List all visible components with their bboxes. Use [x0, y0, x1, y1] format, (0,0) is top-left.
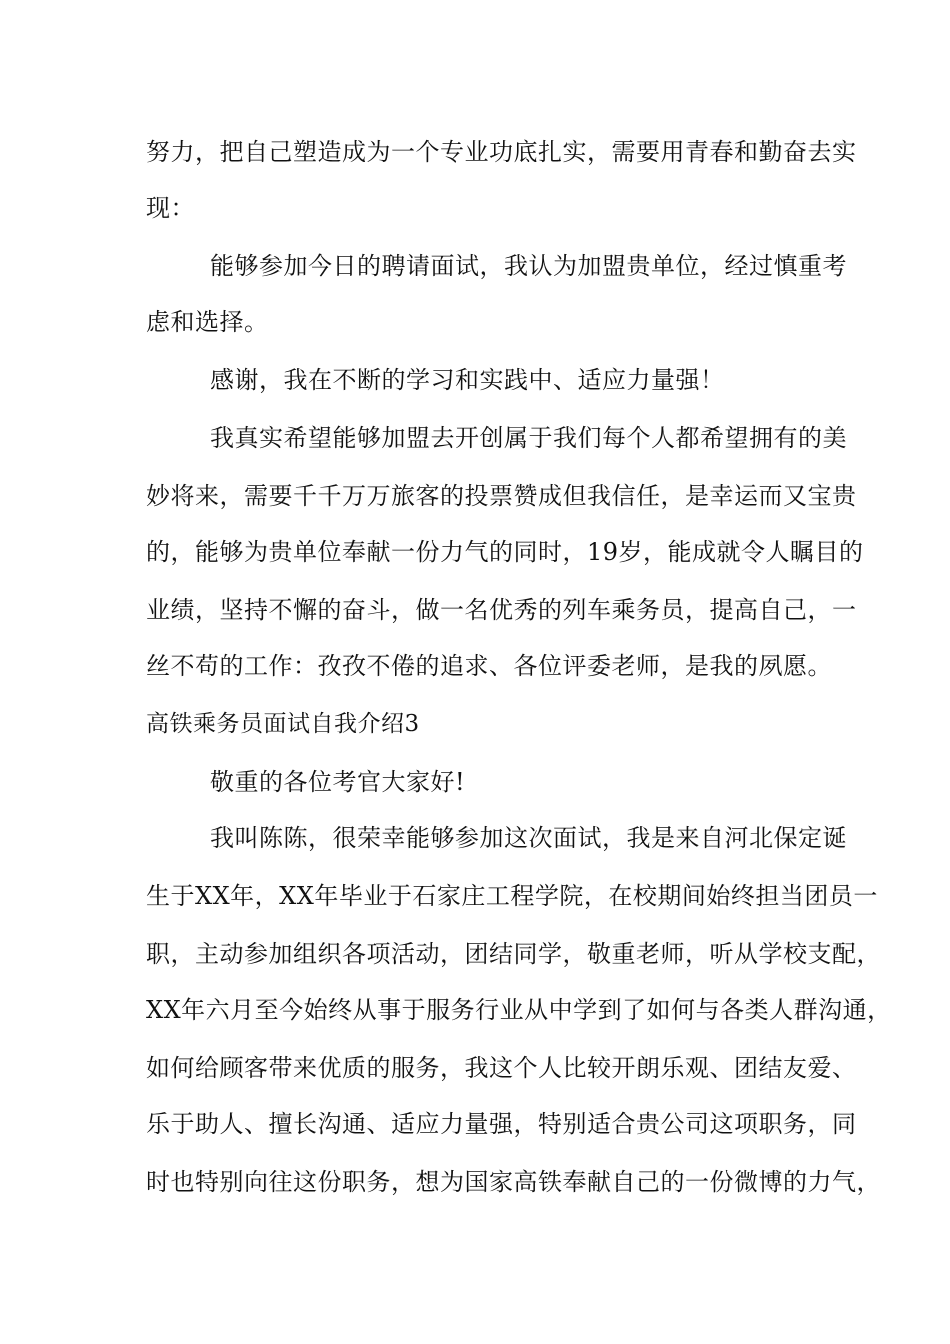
paragraph-4-line-1: 我真实希望能够加盟去开创属于我们每个人都希望拥有的美	[210, 424, 847, 452]
paragraph-1-line-2: 现：	[146, 194, 195, 222]
section-title: 高铁乘务员面试自我介绍3	[146, 711, 420, 737]
section-paragraph-2-line-6: 乐于助人、擅长沟通、适应力量强，特别适合贵公司这项职务，同	[146, 1110, 857, 1138]
paragraph-4-line-5: 丝不苟的工作：孜孜不倦的追求、各位评委老师，是我的夙愿。	[146, 652, 832, 680]
paragraph-4-line-4: 业绩，坚持不懈的奋斗，做一名优秀的列车乘务员，提高自己，一	[146, 596, 857, 624]
section-paragraph-1-line-1: 敬重的各位考官大家好!	[210, 768, 466, 796]
section-paragraph-2-line-2: 生于XX年，XX年毕业于石家庄工程学院，在校期间始终担当团员一	[146, 882, 878, 910]
paragraph-2-line-2: 虑和选择。	[146, 308, 269, 336]
section-paragraph-2-line-3: 职，主动参加组织各项活动，团结同学，敬重老师，听从学校支配，	[146, 940, 881, 968]
section-paragraph-2-line-1: 我叫陈陈，很荣幸能够参加这次面试，我是来自河北保定诞	[210, 824, 847, 852]
paragraph-3-line-1: 感谢，我在不断的学习和实践中、适应力量强！	[210, 366, 725, 394]
paragraph-4-line-2: 妙将来，需要千千万万旅客的投票赞成但我信任，是幸运而又宝贵	[146, 482, 857, 510]
section-paragraph-2-line-5: 如何给顾客带来优质的服务，我这个人比较开朗乐观、团结友爱、	[146, 1054, 857, 1082]
paragraph-1-line-1: 努力，把自己塑造成为一个专业功底扎实，需要用青春和勤奋去实	[146, 138, 857, 166]
paragraph-2-line-1: 能够参加今日的聘请面试，我认为加盟贵单位，经过慎重考	[210, 252, 847, 280]
section-paragraph-2-line-4: XX年六月至今始终从事于服务行业从中学到了如何与各类人群沟通，	[146, 996, 892, 1024]
paragraph-4-line-3: 的，能够为贵单位奉献一份力气的同时，19岁，能成就令人瞩目的	[146, 538, 864, 566]
section-paragraph-2-line-7: 时也特别向往这份职务，想为国家高铁奉献自己的一份微博的力气，	[146, 1168, 881, 1196]
